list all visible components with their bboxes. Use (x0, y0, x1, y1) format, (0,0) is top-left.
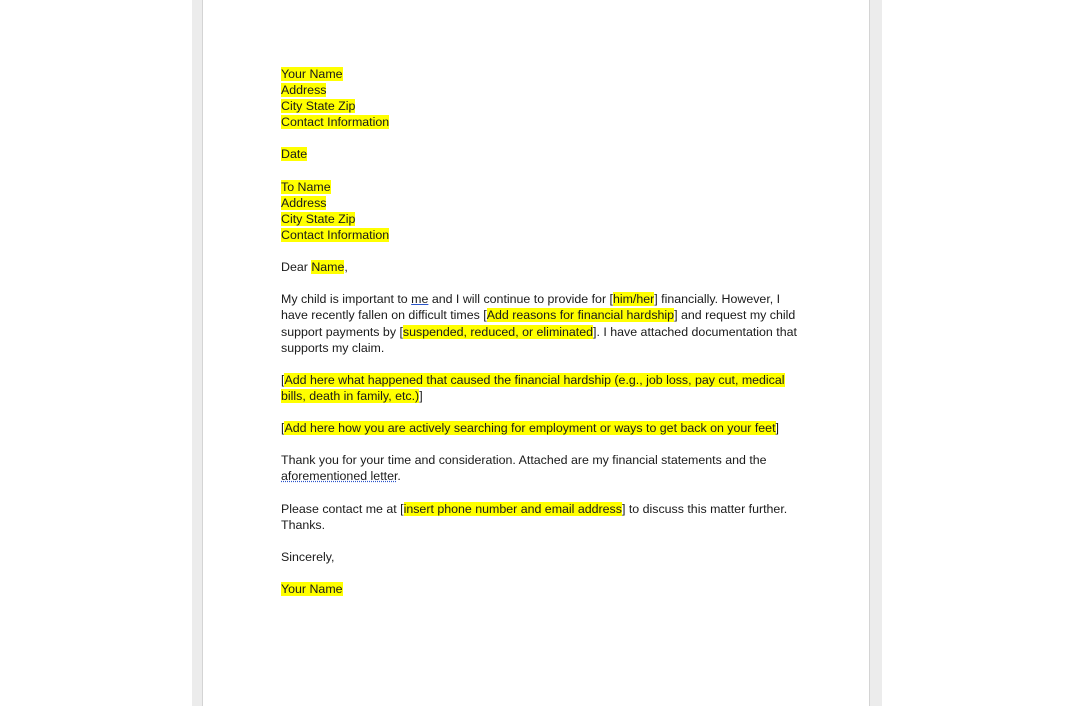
paragraph-hardship (281, 372, 801, 404)
para1-line2-a: have recently fallen on difficult times [ (281, 308, 487, 323)
recipient-contact: Contact Information (281, 227, 390, 242)
para3-text: Add here how you are actively searching for employment or ways to get back on your feet (284, 421, 776, 436)
para1-me-word: me (411, 292, 429, 307)
para5-line1-a: Please contact me at [ (281, 501, 404, 516)
salutation-prefix: Dear (281, 260, 312, 275)
salutation-suffix: , (344, 260, 348, 275)
sender-name: Your Name (281, 67, 343, 81)
para4-line1: Thank you for your time and consideration. Attached are my financial statements and the (281, 453, 767, 468)
para1-line1-a: My child is important to (281, 292, 412, 307)
paragraph-thanks (281, 452, 801, 484)
document-page[interactable] (202, 0, 870, 706)
para3-open-bracket: [ (281, 421, 285, 436)
para2-close-bracket: ] (419, 388, 423, 403)
para2-line2: bills, death in family, etc.) (281, 388, 420, 403)
sender-contact: Contact Information (281, 115, 390, 130)
recipient-block (281, 179, 801, 243)
para1-reason-placeholder: Add reasons for financial hardship (486, 308, 675, 323)
para1-line3-b: ]. I have attached documentation that (593, 324, 797, 339)
signature-name: Your Name (281, 582, 343, 596)
recipient-address: Address (281, 195, 327, 210)
signature-block (281, 581, 801, 597)
para1-pronoun-placeholder: him/her (612, 292, 655, 307)
letter-body[interactable] (281, 66, 801, 613)
para1-line1-c: ] financially. However, I (654, 292, 781, 307)
paragraph-intro (281, 291, 801, 355)
letter-date: Date (281, 147, 308, 162)
paragraph-employment (281, 420, 801, 436)
para4-letter-phrase: aforementioned letter (281, 469, 398, 484)
para2-open-bracket: [ (281, 372, 285, 387)
paragraph-contact (281, 501, 801, 533)
para1-line1-b: and I will continue to provide for [ (428, 292, 613, 307)
para1-line2-b: ] and request my child (674, 308, 796, 323)
sender-city-state-zip: City State Zip (281, 99, 356, 114)
para1-line4: supports my claim. (281, 340, 385, 355)
sender-block (281, 66, 801, 130)
salutation-name: Name (311, 260, 345, 275)
closing-block (281, 549, 801, 565)
para5-contact-placeholder: insert phone number and email address (403, 501, 622, 516)
salutation (281, 259, 801, 275)
recipient-name: To Name (281, 179, 331, 194)
para5-line2: Thanks. (281, 517, 326, 532)
para1-action-placeholder: suspended, reduced, or eliminated (402, 324, 594, 339)
recipient-city-state-zip: City State Zip (281, 211, 356, 226)
para2-line1: Add here what happened that caused the financial hardship (e.g., job loss, pay cut, medical (284, 372, 785, 387)
date-block (281, 146, 801, 162)
para4-line2-end: . (397, 469, 401, 484)
para5-line1-b: ] to discuss this matter further. (621, 501, 788, 516)
para1-line3-a: support payments by [ (281, 324, 403, 339)
closing-text: Sincerely, (281, 549, 335, 564)
sender-address: Address (281, 83, 327, 98)
para3-close-bracket: ] (775, 421, 779, 436)
